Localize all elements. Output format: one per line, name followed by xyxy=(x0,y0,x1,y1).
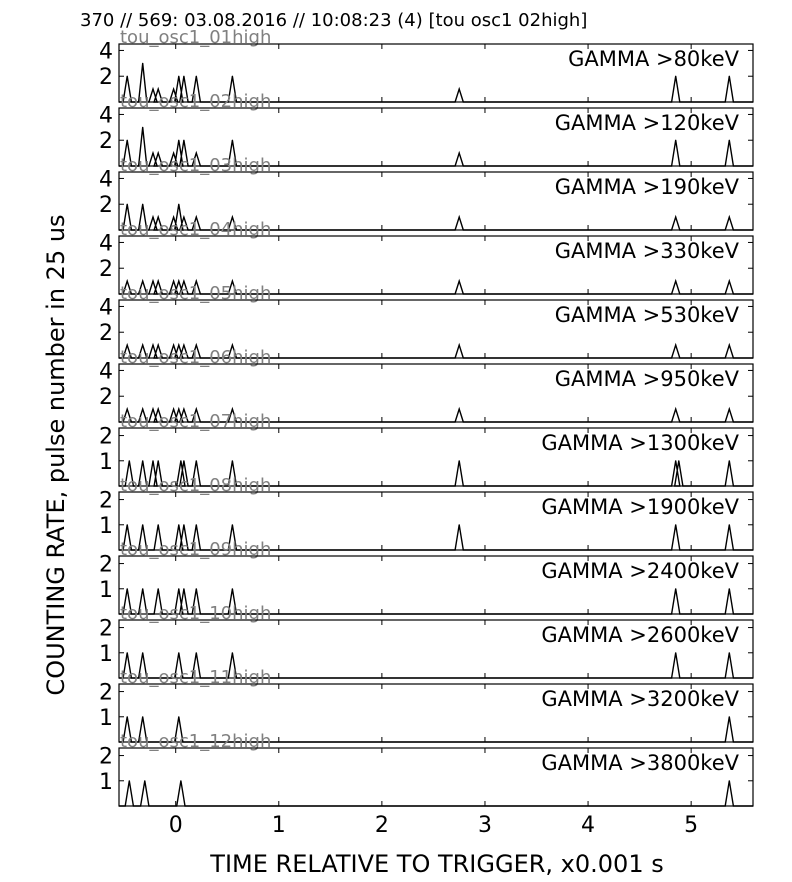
peak-point xyxy=(158,153,159,154)
peak-point xyxy=(152,217,153,218)
peak-point xyxy=(173,409,174,410)
peak-point xyxy=(675,652,676,653)
peak-point xyxy=(127,204,128,205)
y-tick-label: 2 xyxy=(99,257,113,283)
panel-title: GAMMA >2400keV xyxy=(541,559,739,583)
peak-point xyxy=(675,345,676,346)
y-tick-label: 2 xyxy=(99,321,113,347)
panel-title: GAMMA >1900keV xyxy=(541,495,739,519)
peak-point xyxy=(196,460,197,461)
peak-point xyxy=(152,460,153,461)
channel-label: tou_osc1_06high xyxy=(120,347,272,368)
panel-title: GAMMA >1300keV xyxy=(541,431,739,455)
peak-point xyxy=(173,89,174,90)
peak-point xyxy=(178,588,179,589)
y-tick-label: 2 xyxy=(99,385,113,411)
panel-title: GAMMA >330keV xyxy=(554,239,739,263)
peak-point xyxy=(196,217,197,218)
peak-point xyxy=(183,524,184,525)
peak-point xyxy=(127,524,128,525)
channel-label: tou_osc1_05high xyxy=(120,283,272,304)
figure-header: 370 // 569: 03.08.2016 // 10:08:23 (4) [tou osc1 02high] xyxy=(80,10,588,31)
peak-point xyxy=(459,153,460,154)
y-tick-label: 2 xyxy=(99,552,113,578)
peak-point xyxy=(729,716,730,717)
peak-point xyxy=(142,63,143,64)
peak-point xyxy=(152,345,153,346)
peak-point xyxy=(232,217,233,218)
peak-point xyxy=(729,524,730,525)
peak-point xyxy=(180,780,181,781)
peak-point xyxy=(459,345,460,346)
peak-point xyxy=(127,716,128,717)
peak-point xyxy=(178,204,179,205)
peak-point xyxy=(178,652,179,653)
channel-label: tou_osc1_10high xyxy=(120,603,272,624)
peak-point xyxy=(459,281,460,282)
peak-point xyxy=(232,460,233,461)
y-tick-label: 2 xyxy=(99,424,113,450)
peak-point xyxy=(196,281,197,282)
peak-point xyxy=(178,281,179,282)
peak-point xyxy=(232,140,233,141)
y-tick-label: 2 xyxy=(99,680,113,706)
peak-point xyxy=(142,345,143,346)
peak-point xyxy=(158,460,159,461)
channel-label: tou_osc1_09high xyxy=(120,539,272,560)
peak-point xyxy=(152,153,153,154)
signal-trace xyxy=(119,781,753,806)
peak-point xyxy=(142,460,143,461)
peak-point xyxy=(675,76,676,77)
y-tick-label: 2 xyxy=(99,744,113,770)
x-tick-label: 4 xyxy=(581,813,596,838)
peak-point xyxy=(127,345,128,346)
peak-point xyxy=(183,409,184,410)
peak-point xyxy=(158,524,159,525)
x-axis xyxy=(169,813,698,838)
y-tick-label: 4 xyxy=(99,295,113,321)
peak-point xyxy=(158,217,159,218)
peak-point xyxy=(729,588,730,589)
y-tick-label: 1 xyxy=(99,769,113,795)
peak-point xyxy=(180,460,181,461)
panel-stack xyxy=(99,27,753,806)
peak-point xyxy=(152,89,153,90)
peak-point xyxy=(142,524,143,525)
peak-point xyxy=(196,588,197,589)
y-tick-label: 2 xyxy=(99,65,113,91)
peak-point xyxy=(142,281,143,282)
peak-point xyxy=(196,409,197,410)
x-tick-label: 5 xyxy=(684,813,699,838)
y-tick-label: 4 xyxy=(99,103,113,129)
peak-point xyxy=(729,217,730,218)
panel-title: GAMMA >3800keV xyxy=(541,751,739,775)
peak-point xyxy=(173,217,174,218)
peak-point xyxy=(178,140,179,141)
x-tick-label: 3 xyxy=(477,813,492,838)
peak-point xyxy=(127,652,128,653)
channel-label: tou_osc1_03high xyxy=(120,155,272,176)
y-tick-label: 2 xyxy=(99,488,113,514)
peak-point xyxy=(178,716,179,717)
channel-label: tou_osc1_08high xyxy=(120,475,272,496)
panel-title: GAMMA >190keV xyxy=(554,175,739,199)
peak-point xyxy=(232,281,233,282)
panel-title: GAMMA >80keV xyxy=(568,47,739,71)
peak-point xyxy=(178,345,179,346)
peak-point xyxy=(183,345,184,346)
peak-point xyxy=(142,409,143,410)
peak-point xyxy=(459,524,460,525)
peak-point xyxy=(729,652,730,653)
peak-point xyxy=(142,716,143,717)
peak-point xyxy=(158,588,159,589)
peak-point xyxy=(178,524,179,525)
y-tick-label: 4 xyxy=(99,231,113,257)
peak-point xyxy=(127,281,128,282)
peak-point xyxy=(127,76,128,77)
peak-point xyxy=(459,89,460,90)
x-tick-label: 1 xyxy=(271,813,286,838)
peak-point xyxy=(173,153,174,154)
peak-point xyxy=(675,588,676,589)
peak-point xyxy=(183,460,184,461)
peak-point xyxy=(142,127,143,128)
y-tick-label: 1 xyxy=(99,449,113,475)
peak-point xyxy=(152,409,153,410)
y-tick-label: 4 xyxy=(99,359,113,385)
y-tick-label: 2 xyxy=(99,129,113,155)
peak-point xyxy=(232,588,233,589)
peak-point xyxy=(152,281,153,282)
peak-point xyxy=(729,76,730,77)
peak-point xyxy=(232,76,233,77)
channel-label: tou_osc1_04high xyxy=(120,219,272,240)
peak-point xyxy=(196,524,197,525)
peak-point xyxy=(729,780,730,781)
panel-title: GAMMA >530keV xyxy=(554,303,739,327)
y-axis-label: COUNTING RATE, pulse number in 25 us xyxy=(42,214,70,696)
panel-title: GAMMA >950keV xyxy=(554,367,739,391)
panel-title: GAMMA >120keV xyxy=(554,111,739,135)
peak-point xyxy=(675,217,676,218)
peak-point xyxy=(232,652,233,653)
x-axis-label: TIME RELATIVE TO TRIGGER, x0.001 s xyxy=(210,850,664,878)
peak-point xyxy=(158,345,159,346)
peak-point xyxy=(178,76,179,77)
peak-point xyxy=(196,652,197,653)
y-tick-label: 1 xyxy=(99,705,113,731)
peak-point xyxy=(142,652,143,653)
peak-point xyxy=(675,140,676,141)
peak-point xyxy=(196,76,197,77)
peak-point xyxy=(173,345,174,346)
y-tick-label: 2 xyxy=(99,193,113,219)
peak-point xyxy=(183,588,184,589)
peak-point xyxy=(729,409,730,410)
peak-point xyxy=(232,345,233,346)
peak-point xyxy=(129,780,130,781)
peak-point xyxy=(232,524,233,525)
peak-point xyxy=(158,89,159,90)
peak-point xyxy=(675,409,676,410)
peak-point xyxy=(729,140,730,141)
y-tick-label: 2 xyxy=(99,616,113,642)
peak-point xyxy=(127,409,128,410)
y-tick-label: 1 xyxy=(99,577,113,603)
peak-point xyxy=(729,460,730,461)
peak-point xyxy=(142,204,143,205)
peak-point xyxy=(183,76,184,77)
peak-point xyxy=(178,409,179,410)
peak-point xyxy=(729,345,730,346)
peak-point xyxy=(678,460,679,461)
peak-point xyxy=(173,281,174,282)
panel-title: GAMMA >2600keV xyxy=(541,623,739,647)
peak-point xyxy=(144,780,145,781)
peak-point xyxy=(675,281,676,282)
channel-label: tou_osc1_12high xyxy=(120,731,272,752)
peak-point xyxy=(158,281,159,282)
peak-point xyxy=(129,460,130,461)
channel-label: tou_osc1_07high xyxy=(120,411,272,432)
peak-point xyxy=(459,460,460,461)
peak-point xyxy=(729,281,730,282)
y-tick-label: 4 xyxy=(99,39,113,65)
x-tick-label: 2 xyxy=(374,813,389,838)
channel-label: tou_osc1_02high xyxy=(120,91,272,112)
peak-point xyxy=(459,217,460,218)
peak-point xyxy=(675,460,676,461)
peak-point xyxy=(675,524,676,525)
channel-label: tou_osc1_01high xyxy=(120,27,272,48)
peak-point xyxy=(459,409,460,410)
peak-point xyxy=(183,217,184,218)
channel-label: tou_osc1_11high xyxy=(120,667,272,688)
y-tick-label: 4 xyxy=(99,167,113,193)
peak-point xyxy=(196,345,197,346)
peak-point xyxy=(142,588,143,589)
x-tick-label: 0 xyxy=(168,813,183,838)
y-tick-label: 1 xyxy=(99,513,113,539)
peak-point xyxy=(183,140,184,141)
peak-point xyxy=(232,409,233,410)
peak-point xyxy=(127,140,128,141)
y-tick-label: 1 xyxy=(99,641,113,667)
peak-point xyxy=(196,153,197,154)
peak-point xyxy=(158,409,159,410)
panel-title: GAMMA >3200keV xyxy=(541,687,739,711)
peak-point xyxy=(183,281,184,282)
peak-point xyxy=(127,588,128,589)
